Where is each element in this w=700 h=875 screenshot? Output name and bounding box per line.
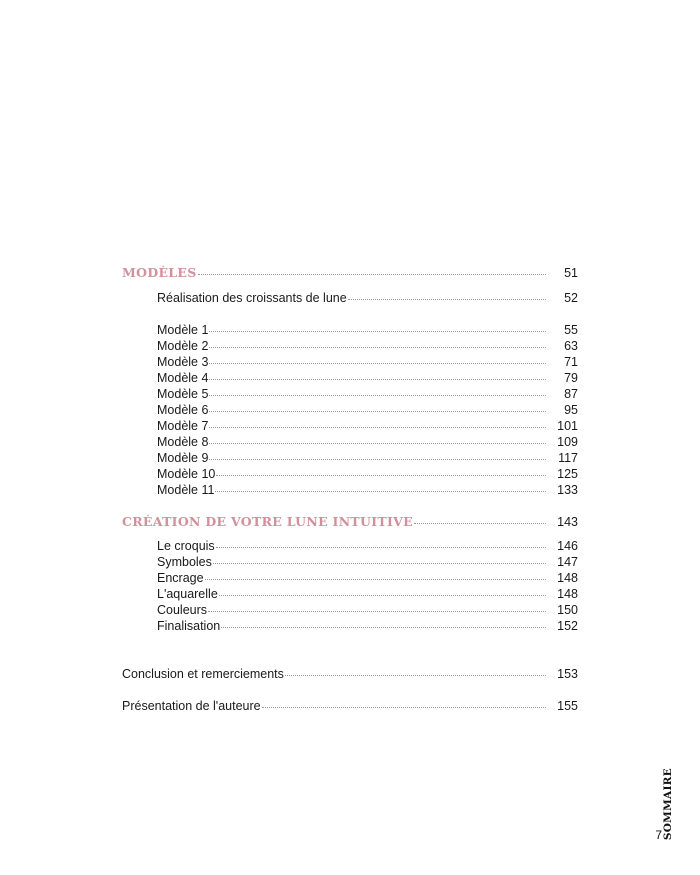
toc-entry-creation[interactable] <box>157 538 578 554</box>
toc-entry-model[interactable] <box>157 434 578 450</box>
dot-leader <box>219 595 546 596</box>
toc-section-models[interactable] <box>122 265 578 281</box>
toc-entry-realisation[interactable] <box>157 290 578 306</box>
toc-entry-label: Encrage <box>157 571 204 585</box>
toc-entry-page: 155 <box>557 699 578 713</box>
toc-entry-model[interactable] <box>157 450 578 466</box>
toc-entry-label: Modèle 5 <box>157 387 209 401</box>
toc-entry-model[interactable] <box>157 402 578 418</box>
dot-leader <box>209 459 546 460</box>
toc-entry-label: Réalisation des croissants de lune <box>157 291 347 305</box>
toc-entry-label: Modèle 7 <box>157 419 209 433</box>
toc-entry-label: L'aquarelle <box>157 587 218 601</box>
toc-entry-label: Modèle 1 <box>157 323 209 337</box>
toc-entry-label: Modèle 10 <box>157 467 216 481</box>
toc-entry-page: 117 <box>558 451 578 465</box>
toc-entry-label: Le croquis <box>157 539 215 553</box>
toc-entry-model[interactable] <box>157 354 578 370</box>
dot-leader <box>209 379 546 380</box>
dot-leader <box>213 563 546 564</box>
toc-entry-label: Modèle 4 <box>157 371 209 385</box>
toc-entry-page: 52 <box>564 291 578 305</box>
toc-entry-label: Modèle 3 <box>157 355 209 369</box>
dot-leader <box>205 579 546 580</box>
dot-leader <box>209 427 546 428</box>
toc-entry-page: 147 <box>557 555 578 569</box>
toc-entry-page: 150 <box>557 603 578 617</box>
toc-entry-label: Modèle 2 <box>157 339 209 353</box>
dot-leader <box>209 363 546 364</box>
toc-entry-creation[interactable] <box>157 570 578 586</box>
toc-entry-model[interactable] <box>157 370 578 386</box>
toc-entry-label: Finalisation <box>157 619 221 633</box>
dot-leader <box>348 299 546 300</box>
toc-entry-page: 152 <box>557 619 578 633</box>
toc-entry-page: 95 <box>564 403 578 417</box>
toc-entry-page: 148 <box>557 571 578 585</box>
side-section-label: SOMMAIRE <box>662 768 674 841</box>
dot-leader <box>221 627 546 628</box>
dot-leader <box>262 707 546 708</box>
toc-entry-page: 101 <box>557 419 578 433</box>
toc-entry-label: Modèle 8 <box>157 435 209 449</box>
toc-entry-page: 55 <box>564 323 578 337</box>
toc-entry-page: 51 <box>564 266 578 280</box>
dot-leader <box>198 274 546 275</box>
toc-entry-label: Présentation de l'auteure <box>122 699 261 713</box>
toc-entry-page: 133 <box>557 483 578 497</box>
toc-entry-page: 87 <box>564 387 578 401</box>
toc-entry-page: 109 <box>557 435 578 449</box>
dot-leader <box>414 523 546 524</box>
toc-entry-creation[interactable] <box>157 586 578 602</box>
toc-entry-model[interactable] <box>157 338 578 354</box>
toc-entry-label: CRÉATION DE VOTRE LUNE INTUITIVE <box>122 514 413 529</box>
toc-entry-label: Couleurs <box>157 603 208 617</box>
toc-entry-model[interactable] <box>157 386 578 402</box>
toc-entry-page: 143 <box>557 515 578 529</box>
dot-leader <box>209 411 546 412</box>
toc-entry-label: Symboles <box>157 555 212 569</box>
toc-entry-page: 146 <box>557 539 578 553</box>
toc-entry-creation[interactable] <box>157 602 578 618</box>
toc-entry-conclusion[interactable] <box>122 666 578 682</box>
toc-entry-model[interactable] <box>157 466 578 482</box>
toc-entry-page: 148 <box>557 587 578 601</box>
dot-leader <box>216 475 546 476</box>
toc-entry-page: 63 <box>564 339 578 353</box>
dot-leader <box>216 547 546 548</box>
dot-leader <box>285 675 546 676</box>
toc-entry-label: Modèle 6 <box>157 403 209 417</box>
toc-entry-label: Conclusion et remerciements <box>122 667 284 681</box>
toc-entry-label: MODÈLES <box>122 265 197 280</box>
toc-entry-model[interactable] <box>157 418 578 434</box>
toc-entry-label: Modèle 11 <box>157 483 215 497</box>
toc-entry-creation[interactable] <box>157 618 578 634</box>
toc-entry-page: 79 <box>564 371 578 385</box>
toc-entry-model[interactable] <box>157 482 578 498</box>
toc-entry-page: 71 <box>564 355 578 369</box>
dot-leader <box>215 491 546 492</box>
toc-entry-model[interactable] <box>157 322 578 338</box>
toc-entry-page: 125 <box>557 467 578 481</box>
dot-leader <box>209 331 546 332</box>
toc-entry-page: 153 <box>557 667 578 681</box>
dot-leader <box>209 443 546 444</box>
dot-leader <box>209 347 546 348</box>
page-number: 7 <box>655 828 662 842</box>
toc-entry-label: Modèle 9 <box>157 451 209 465</box>
toc-entry-presentation[interactable] <box>122 698 578 714</box>
dot-leader <box>208 611 546 612</box>
toc-entry-creation[interactable] <box>157 554 578 570</box>
toc-section-creation[interactable] <box>122 514 578 530</box>
dot-leader <box>209 395 546 396</box>
